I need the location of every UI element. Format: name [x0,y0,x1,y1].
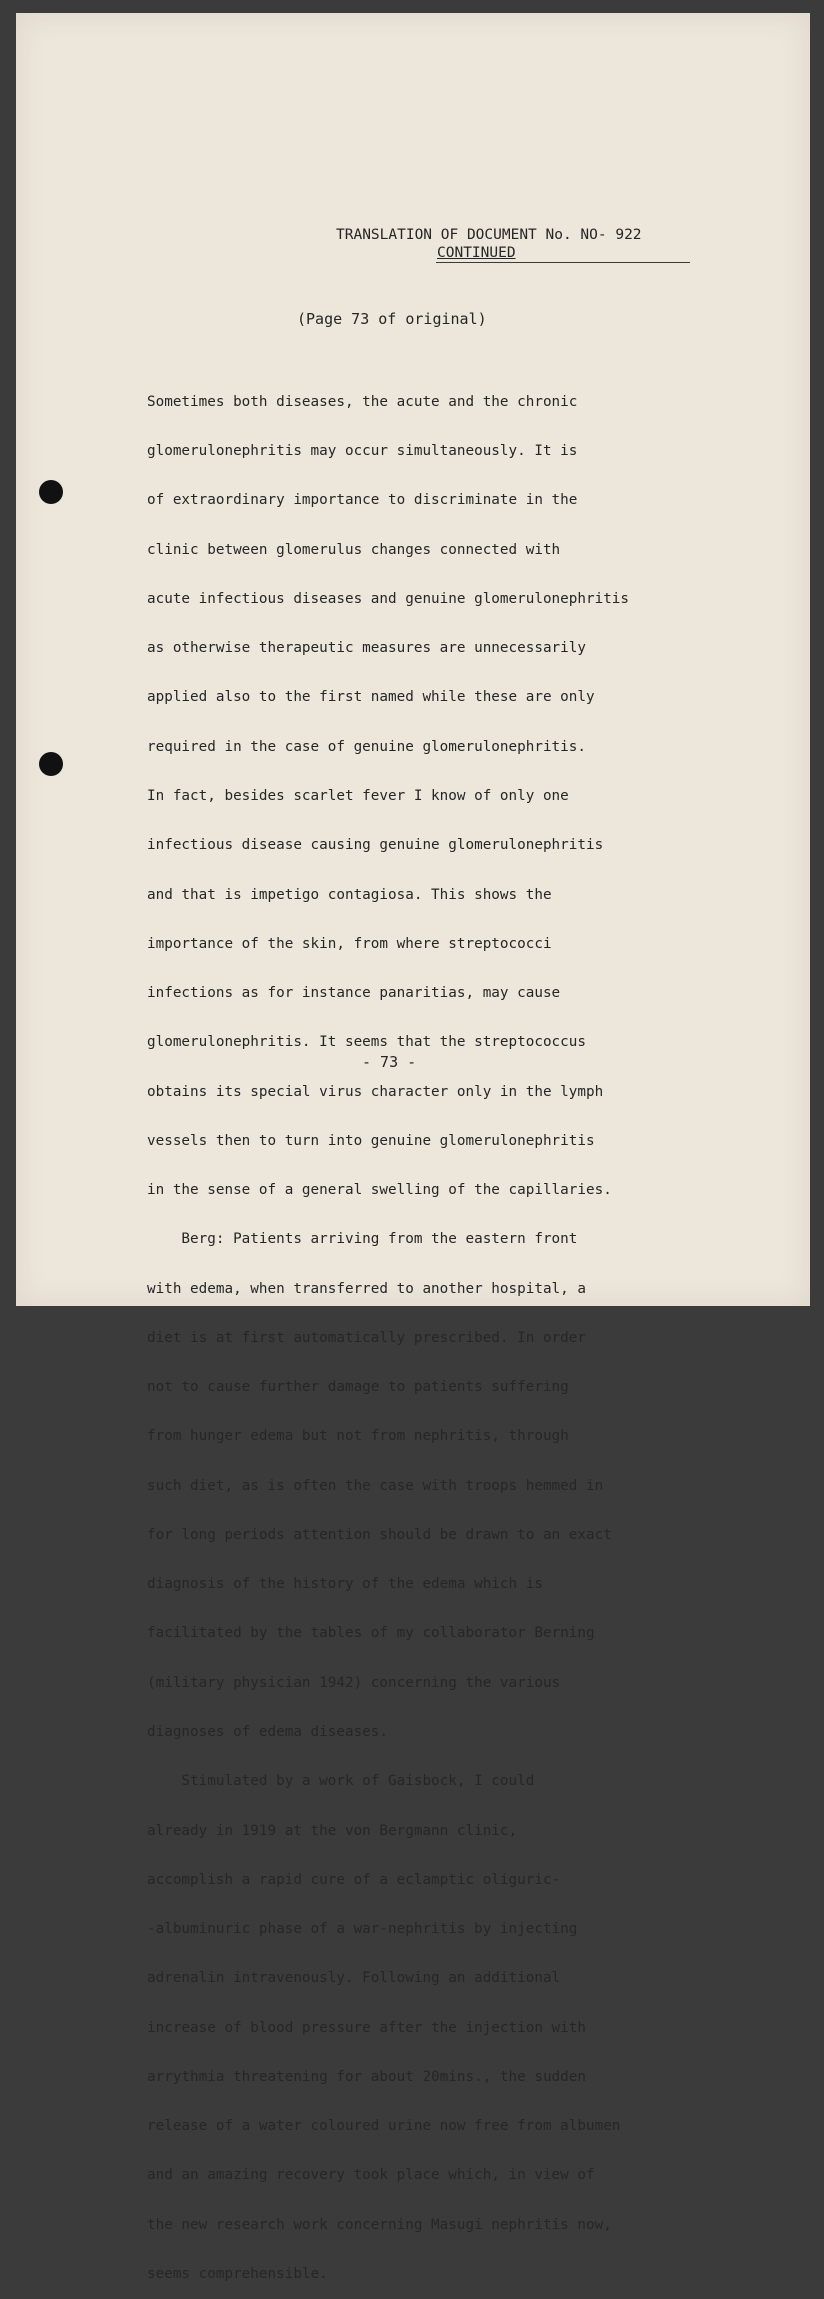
body-line: diagnoses of edema diseases. [147,1724,389,1741]
body-line: of extraordinary importance to discriminate in the [147,492,578,509]
page-reference: (Page 73 of original) [297,310,487,328]
body-line: importance of the skin, from where streptococci [147,935,552,952]
body-line: infections as for instance panaritias, may cause [147,985,561,1002]
body-line: diet is at first automatically prescribed. In order [147,1329,586,1346]
header-underline [436,262,690,263]
body-line: such diet, as is often the case with troops hemmed in [147,1477,604,1494]
body-line: as otherwise therapeutic measures are unnecessarily [147,640,586,657]
body-line: adrenalin intravenously. Following an additional [147,1970,561,1987]
body-line: -albuminuric phase of a war-nephritis by injecting [147,1921,578,1938]
body-line: applied also to the first named while these are only [147,689,595,706]
body-line: Berg: Patients arriving from the eastern front [147,1231,578,1248]
body-line: obtains its special virus character only in the lymph [147,1083,604,1100]
body-line: release of a water coloured urine now free from albumen [147,2118,621,2135]
body-line: acute infectious diseases and genuine glomerulonephritis [147,590,630,607]
document-header-subtitle: CONTINUED [437,245,516,261]
body-line: vessels then to turn into genuine glomerulonephritis [147,1132,595,1149]
body-line: glomerulonephritis. It seems that the streptococcus [147,1034,586,1051]
body-text [147,361,629,2299]
body-line: facilitated by the tables of my collaborator Berning [147,1625,595,1642]
body-line: the new research work concerning Masugi nephritis now, [147,2216,612,2233]
body-line: seems comprehensible. [147,2265,328,2282]
body-line: for long periods attention should be drawn to an exact [147,1526,612,1543]
punch-hole-top [39,480,63,504]
body-line: infectious disease causing genuine glomerulonephritis [147,837,604,854]
body-line: Stimulated by a work of Gaisbock, I could [147,1773,535,1790]
punch-hole-bottom [39,752,63,776]
body-line: not to cause further damage to patients suffering [147,1379,569,1396]
body-line: with edema, when transferred to another hospital, a [147,1280,586,1297]
body-line: required in the case of genuine glomerulonephritis. [147,738,586,755]
body-line: from hunger edema but not from nephritis, through [147,1428,569,1445]
body-line: increase of blood pressure after the injection with [147,2019,586,2036]
body-line: accomplish a rapid cure of a eclamptic oliguric- [147,1871,561,1888]
body-line: already in 1919 at the von Bergmann clinic, [147,1822,518,1839]
body-line: glomerulonephritis may occur simultaneously. It is [147,443,578,460]
body-line: and that is impetigo contagiosa. This shows the [147,886,552,903]
body-line: (military physician 1942) concerning the various [147,1674,561,1691]
body-line: clinic between glomerulus changes connected with [147,541,561,558]
page-number: - 73 - [362,1053,417,1071]
body-line: arrythmia threatening for about 20mins., the sudden [147,2068,586,2085]
body-line: In fact, besides scarlet fever I know of only one [147,787,569,804]
document-header-title: TRANSLATION OF DOCUMENT No. NO- 922 [336,227,642,243]
body-line: Sometimes both diseases, the acute and the chronic [147,393,578,410]
body-line: diagnosis of the history of the edema which is [147,1576,543,1593]
body-line: in the sense of a general swelling of the capillaries. [147,1182,612,1199]
body-line: and an amazing recovery took place which, in view of [147,2167,595,2184]
